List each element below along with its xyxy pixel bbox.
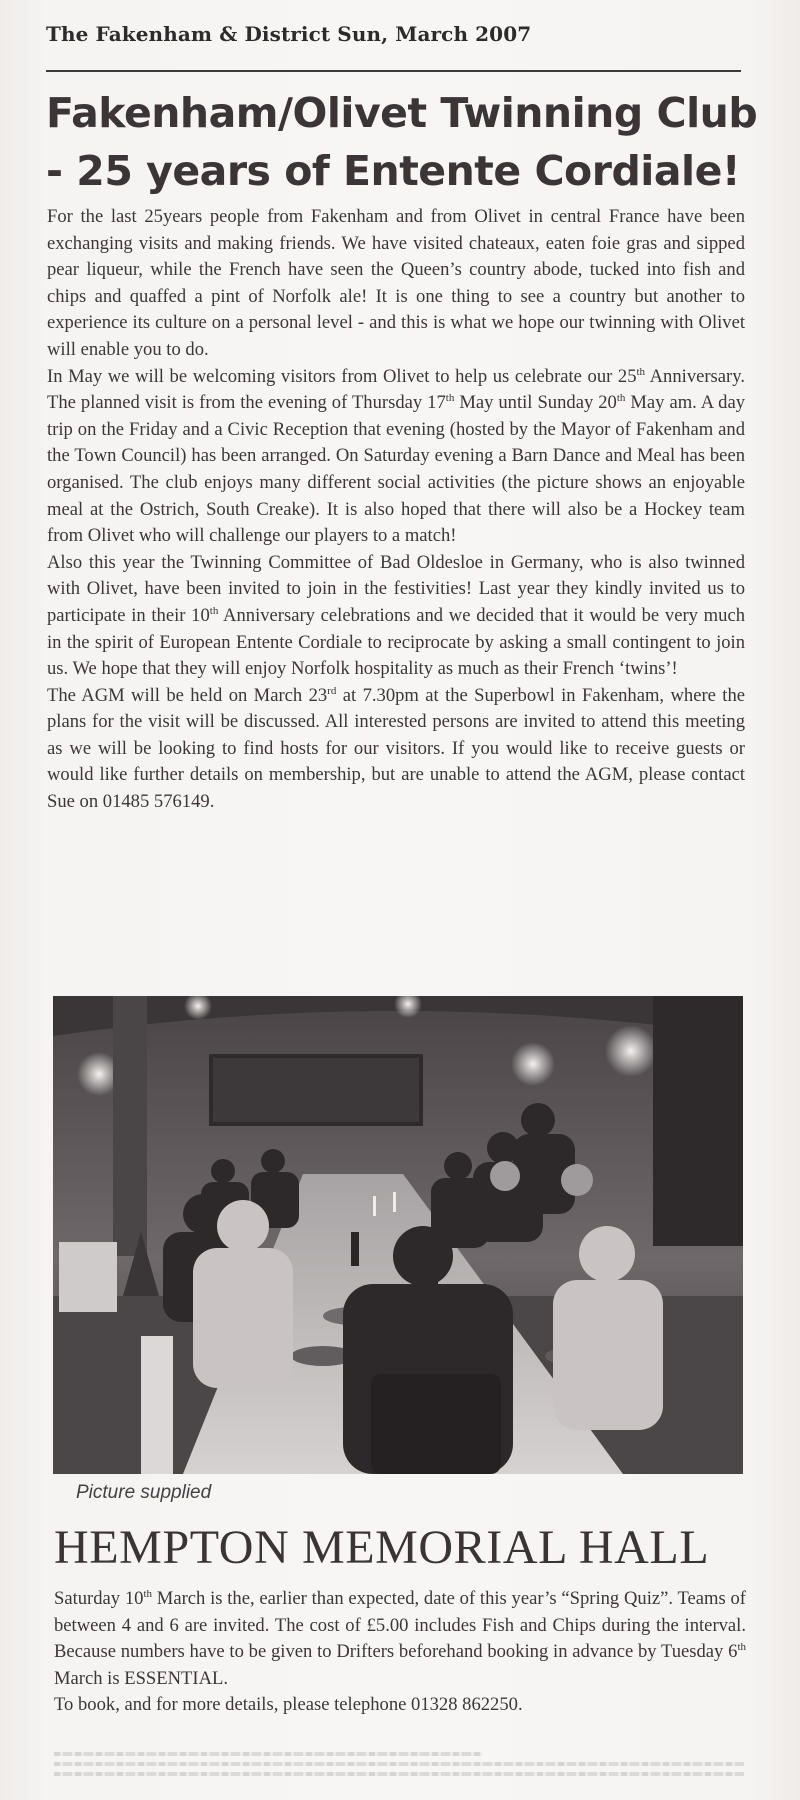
article-paragraph-4: The AGM will be held on March 23rd at 7.30pm at the Superbowl in Fakenham, where the plans for the visit will be discussed. All interested persons are invited to attend this meeting as we will be looking to find hosts for our visitors. If you would like to receive guests or would like further details on membership, but are unable to attend the AGM, please contact Sue on 01485 576149. (47, 684, 745, 813)
article-headline (46, 84, 766, 200)
article-paragraph-3: Also this year the Twinning Committee of Bad Oldesloe in Germany, who is also twinned with Olivet, have been invited to join in the festivities! Last year they kindly invited us to participate in their 10th Anniversary celebrations and we decided that it would be very much in the spirit of European Entente Cordiale to reciprocate by asking a small contingent to join us. We hope that they will enjoy Norfolk hospitality as much as their French ‘twins’! (47, 551, 745, 680)
masthead: The Fakenham & District Sun, March 2007 (46, 22, 532, 46)
dinner-photo-illustration (53, 996, 743, 1474)
faded-bleed-through-text (54, 1752, 744, 1792)
hall-body (54, 1586, 746, 1719)
article-paragraph-2: In May we will be welcoming visitors from Olivet to help us celebrate our 25th Anniversary. The planned visit is from the evening of Thursday 17th May until Sunday 20th May am. A day trip on the Friday and a Civic Reception that evening (hosted by the Mayor of Fakenham and the Town Council) has been arranged. On Saturday evening a Barn Dance and Meal has been organised. The club enjoys many different social activities (the picture shows an enjoyable meal at the Ostrich, South Creake). It is also hoped that there will also be a Hockey team from Olivet who will challenge our players to a match! (47, 365, 745, 547)
hall-paragraph-2: To book, and for more details, please telephone 01328 862250. (54, 1694, 523, 1716)
hall-heading: HEMPTON MEMORIAL HALL (54, 1521, 710, 1574)
article-body (47, 204, 745, 816)
dinner-photo (53, 996, 743, 1474)
headline-line-2: - 25 years of Entente Cordiale! (46, 147, 741, 195)
article-paragraph-1: For the last 25years people from Fakenham and from Olivet in central France have been exchanging visits and making friends. We have visited chateaux, eaten foie gras and sipped pear liqueur, while the French have seen the Queen’s country abode, tucked into fish and chips and quaffed a pint of Norfolk ale! It is one thing to see a country but another to experience its culture on a personal level - and this is what we hope our twinning with Olivet will enable you to do. (47, 206, 745, 360)
photo-caption: Picture supplied (76, 1482, 212, 1503)
headline-line-1: Fakenham/Olivet Twinning Club (46, 89, 758, 137)
masthead-rule (46, 70, 741, 72)
hall-paragraph-1: Saturday 10th March is the, earlier than expected, date of this year’s “Spring Quiz”. Teams of between 4 and 6 are invited. The cost of £5.00 includes Fish and Chips during the interval. Because numbers have to be given to Drifters beforehand booking in advance by Tuesday 6th March is ESSENTIAL. (54, 1587, 746, 1689)
